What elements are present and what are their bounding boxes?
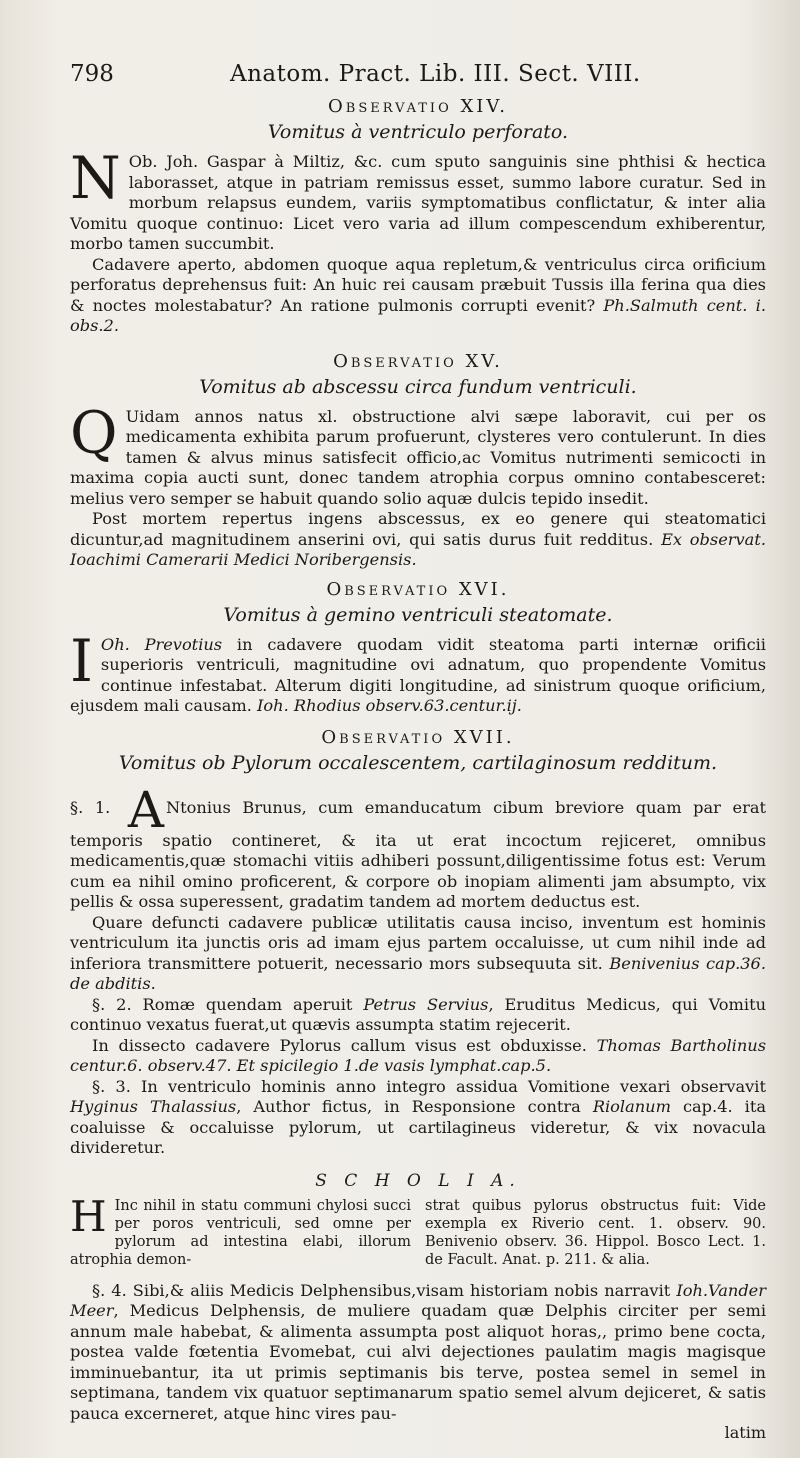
page-number: 798 bbox=[70, 61, 114, 87]
obs17-section-1 bbox=[70, 780, 766, 913]
obs17-s1-text: Ntonius Brunus, cum emanducatum cibum breviore quam par erat temporis spatio contineret, & ita ut erat incoctum rejiceret, omnibus medicamentis,quæ stomachi vitiis adhiberi possunt,diligentissime fotus est: Verum cum ea nihil omino proficerent, & corpore ob inopiam alimenti jam absumpto, vix pellis & ossa superessent, gradatim tandem ad mortem deductus est. bbox=[70, 797, 766, 911]
s4-text-a: §. 4. Sibi,& aliis Medicis Delphensibus,visam historiam nobis narravit bbox=[92, 1280, 677, 1300]
obs14-paragraph-2 bbox=[70, 255, 766, 337]
obs16-heading: Observatio XVI. bbox=[326, 578, 510, 600]
obs14-reference: Ph.Salmuth cent. i. obs.2. bbox=[70, 295, 766, 335]
obs17-section-2 bbox=[70, 995, 766, 1036]
obs16-author: Oh. Prevotius bbox=[100, 634, 223, 654]
obs15-p2-text: Post mortem repertus ingens abscessus, ex eo genere qui steatomatici dicuntur,ad magnitudinem anserini ovi, qui satis durus fuit redditus. bbox=[70, 509, 766, 549]
obs17-section-2c bbox=[70, 1036, 766, 1077]
obs17-s3-text-b: , Author fictus, in Responsione contra bbox=[236, 1097, 593, 1116]
obs17-s2c-text: In dissecto cadavere Pylorus callum visus est obduxisse. bbox=[92, 1035, 587, 1055]
obs17-s2-text-a: §. 2. Romæ quendam aperuit bbox=[92, 994, 364, 1014]
obs17-s1b-text: Quare defuncti cadavere publicæ utilitatis causa inciso, inventum est hominis ventriculum ita junctis oris ad imam ejus partem occaluisse, ut cum nihil inde ad inferiora transmittere potuerit, necessario mors subsequuta sit. bbox=[70, 912, 766, 973]
obs17-s1-label: §. 1. bbox=[70, 797, 111, 817]
obs14-p1-text: Ob. Joh. Gaspar à Miltiz, &c. cum sputo sanguinis sine phthisi & hectica laborasset, atque in patriam remissus esset, summo labore curatur. Sed in morbum relapsus eundem, variis symptomatibus conflictatur, & inter alia Vomitu quoque continuo: Licet vero varia ad illum compescendum exhiberentur, morbo tamen succumbit. bbox=[70, 152, 766, 253]
obs17-s3-author2: Riolanum bbox=[592, 1097, 671, 1116]
obs17-s3-text-c: cap.4. ita coaluisse & occaluisse pylorum, ut cartilagineus videretur, & vix novacula divideretur. bbox=[70, 1097, 766, 1157]
obs15-paragraph-2 bbox=[70, 509, 766, 571]
obs17-s3-text-a: §. 3. In ventriculo hominis anno integro assidua Vomitione vexari observavit bbox=[92, 1076, 766, 1096]
obs15-subtitle: Vomitus ab abscessu circa fundum ventriculi. bbox=[199, 375, 637, 398]
obs17-s2c-reference: Thomas Bartholinus centur.6. observ.47. Et spicilegio 1.de vasis lymphat.cap.5. bbox=[70, 1035, 766, 1075]
scholia-col1-text: Inc nihil in statu communi chylosi succi per poros ventriculi, sed omne per pylorum ad intestina elabi, illorum atrophia demon- bbox=[70, 1197, 411, 1268]
obs14-paragraph-1 bbox=[70, 144, 766, 255]
obs14-subtitle: Vomitus à ventriculo perforato. bbox=[267, 121, 569, 143]
obs17-s2-text-b: , Eruditus Medicus, qui Vomitu continuo vexatus fuerat,ut quævis assumpta statim rejecerit. bbox=[70, 994, 766, 1034]
obs17-subtitle: Vomitus ob Pylorum occalescentem, cartilaginosum redditum. bbox=[118, 751, 718, 774]
obs15-p1-text: Uidam annos natus xl. obstructione alvi sæpe laboravit, cui per os medicamenta exhibita parum profuerunt, clysteres vero contulerunt. In dies tamen & alvus minus satisfecit officio,ac Vomitus nutrimenti semicocti in maxima copia aucti sunt, donec tandem atrophia corpus omnino contabesceret: melius vero semper se habuit quando solio aquæ dulcis tepido insedit. bbox=[70, 406, 766, 508]
obs17-section-3 bbox=[70, 1077, 766, 1159]
running-title: Anatom. Pract. Lib. III. Sect. VIII. bbox=[230, 61, 641, 87]
scholia-column-1 bbox=[70, 1191, 411, 1269]
obs17-heading: Observatio XVII. bbox=[321, 726, 515, 748]
obs15-reference: Ex observat. Ioachimi Camerarii Medici Noribergensis. bbox=[70, 529, 766, 569]
s4-text-b: , Medicus Delphensis, de muliere quadam quæ Delphis circiter per semi annum male habebat, & alimenta assumpta post aliquot horas,, primo bene cocta, postea valde fœtentia Evomebat, cui alvi dejectiones paulatim magis magisque imminuebantur, ita ut primis septimanis bis terve, postea semel in semel in septimana, tandem vix quatuor septimanarum spatio semel alvum dejiceret, & satis pauca excerneret, atque hinc vires pau- bbox=[70, 1301, 766, 1423]
obs16-p1-text: in cadavere quodam vidit steatoma parti internæ orificii superioris ventriculi, magnitudine ovi adnatum, quo propendente Vomitus continue infestabat. Alterum digiti longitudine, ad sinistrum quoque orificium, ejusdem mali causam. bbox=[70, 634, 766, 715]
obs16-dropcap: I bbox=[70, 626, 93, 695]
obs16-paragraph-1 bbox=[70, 626, 766, 717]
scholia-columns bbox=[70, 1191, 766, 1269]
obs15-paragraph-1 bbox=[70, 398, 766, 510]
obs17-dropcap: A bbox=[127, 780, 164, 839]
scholia-column-2: strat quibus pylorus obstructus fuit: Vide exempla ex Riverio cent. 1. observ. 90. Benivenio observ. 36. Hippol. Bosco Lect. 1. de Facult. Anat. p. 211. & alia. bbox=[425, 1197, 766, 1268]
scholia-dropcap: H bbox=[70, 1191, 107, 1241]
obs15-dropcap: Q bbox=[70, 398, 118, 467]
obs17-s1b-reference: Benivenius cap.36. de abditis. bbox=[70, 953, 766, 993]
obs14-p2-text: Cadavere aperto, abdomen quoque aqua repletum,& ventriculus circa orificium perforatus deprehensus fuit: An huic rei causam præbuit Tussis illa ferina qua dies & noctes molestabatur? An ratione pulmonis corrupti evenit? bbox=[70, 254, 766, 315]
obs17-s2-author: Petrus Servius bbox=[363, 994, 489, 1014]
obs17-section-1b bbox=[70, 913, 766, 995]
running-head bbox=[70, 60, 766, 88]
obs15-heading: Observatio XV. bbox=[333, 350, 503, 372]
obs16-subtitle: Vomitus à gemino ventriculi steatomate. bbox=[223, 603, 613, 626]
obs14-dropcap: N bbox=[70, 144, 121, 212]
obs16-reference: Ioh. Rhodius observ.63.centur.ij. bbox=[257, 696, 522, 715]
catchword: latim bbox=[724, 1423, 766, 1442]
obs17-s3-author: Hyginus Thalassius bbox=[70, 1097, 237, 1116]
obs17-section-4 bbox=[70, 1281, 766, 1425]
obs14-heading: Observatio XIV. bbox=[328, 96, 508, 117]
s4-author: Ioh.Vander Meer bbox=[70, 1280, 766, 1320]
scholia-heading: S C H O L I A. bbox=[315, 1170, 521, 1191]
